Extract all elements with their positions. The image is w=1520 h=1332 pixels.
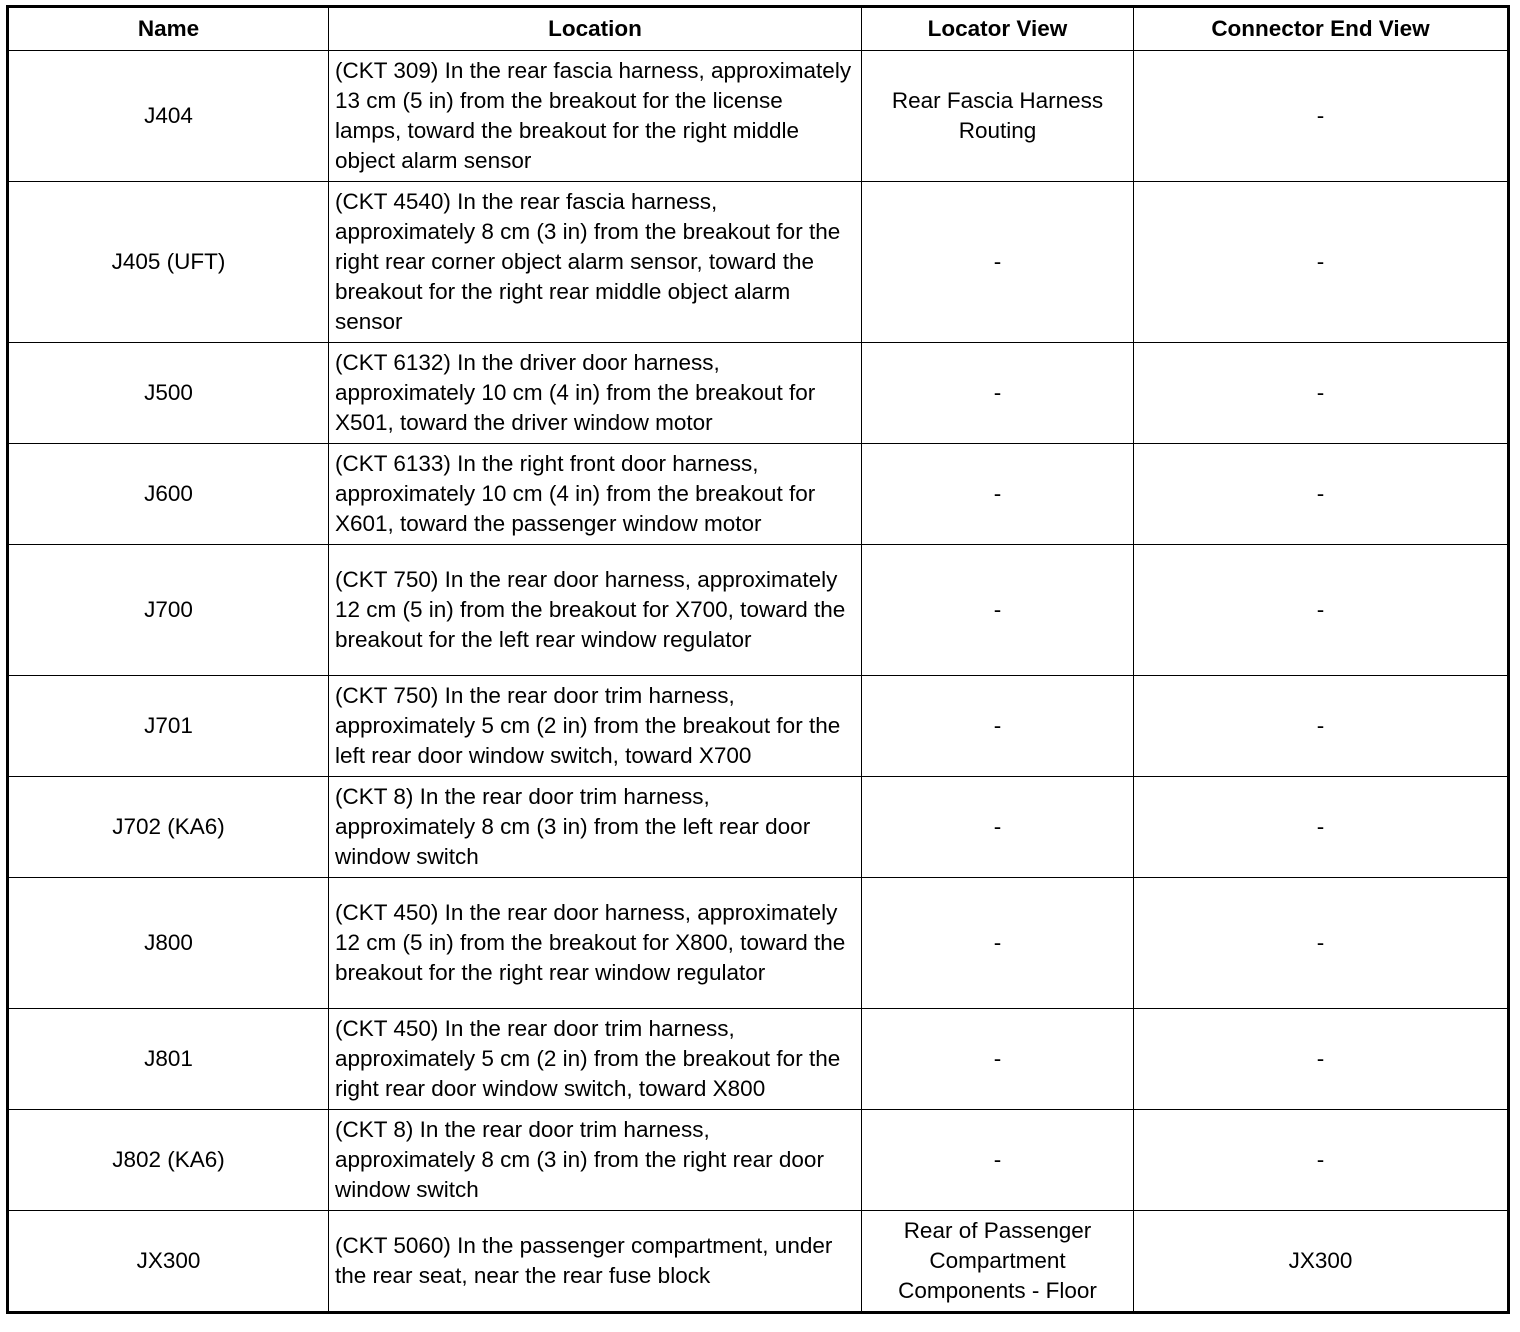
- table-row: [8, 676, 1509, 777]
- table-row: [8, 51, 1509, 182]
- cell-location: (CKT 5060) In the passenger compartment, under the rear seat, near the rear fuse block: [329, 1211, 862, 1313]
- header-locator-view: Locator View: [862, 7, 1134, 51]
- cell-connector-end-view: -: [1134, 878, 1509, 1009]
- table-row: [8, 1211, 1509, 1313]
- table-row: [8, 343, 1509, 444]
- cell-name: J702 (KA6): [8, 777, 329, 878]
- cell-name: J802 (KA6): [8, 1110, 329, 1211]
- table-row: [8, 1009, 1509, 1110]
- cell-name: J600: [8, 444, 329, 545]
- cell-location: (CKT 6132) In the driver door harness, approximately 10 cm (4 in) from the breakout for X501, toward the driver window motor: [329, 343, 862, 444]
- cell-locator-view: -: [862, 777, 1134, 878]
- cell-locator-view: -: [862, 878, 1134, 1009]
- cell-location: (CKT 750) In the rear door trim harness, approximately 5 cm (2 in) from the breakout for the left rear door window switch, toward X700: [329, 676, 862, 777]
- cell-connector-end-view: -: [1134, 51, 1509, 182]
- cell-connector-end-view: -: [1134, 777, 1509, 878]
- cell-location: (CKT 750) In the rear door harness, approximately 12 cm (5 in) from the breakout for X700, toward the breakout for the left rear window regulator: [329, 545, 862, 676]
- cell-name: J500: [8, 343, 329, 444]
- cell-connector-end-view: -: [1134, 343, 1509, 444]
- cell-connector-end-view: JX300: [1134, 1211, 1509, 1313]
- cell-name: J800: [8, 878, 329, 1009]
- header-name: Name: [8, 7, 329, 51]
- table-row: [8, 777, 1509, 878]
- cell-locator-view: -: [862, 444, 1134, 545]
- cell-name: J404: [8, 51, 329, 182]
- header-location: Location: [329, 7, 862, 51]
- table-row: [8, 545, 1509, 676]
- cell-location: (CKT 8) In the rear door trim harness, approximately 8 cm (3 in) from the right rear door window switch: [329, 1110, 862, 1211]
- cell-connector-end-view: -: [1134, 1110, 1509, 1211]
- cell-connector-end-view: -: [1134, 1009, 1509, 1110]
- cell-locator-view: -: [862, 545, 1134, 676]
- cell-locator-view: -: [862, 182, 1134, 343]
- cell-locator-view: Rear of Passenger Compartment Components - Floor: [862, 1211, 1134, 1313]
- cell-name: J405 (UFT): [8, 182, 329, 343]
- cell-locator-view: Rear Fascia Harness Routing: [862, 51, 1134, 182]
- cell-name: JX300: [8, 1211, 329, 1313]
- cell-location: (CKT 450) In the rear door trim harness, approximately 5 cm (2 in) from the breakout for the right rear door window switch, toward X800: [329, 1009, 862, 1110]
- cell-location: (CKT 4540) In the rear fascia harness, approximately 8 cm (3 in) from the breakout for the right rear corner object alarm sensor, toward the breakout for the right rear middle object alarm sensor: [329, 182, 862, 343]
- cell-locator-view: -: [862, 1110, 1134, 1211]
- cell-location: (CKT 8) In the rear door trim harness, approximately 8 cm (3 in) from the left rear door window switch: [329, 777, 862, 878]
- cell-location: (CKT 309) In the rear fascia harness, approximately 13 cm (5 in) from the breakout for the license lamps, toward the breakout for the right middle object alarm sensor: [329, 51, 862, 182]
- cell-name: J801: [8, 1009, 329, 1110]
- table-row: [8, 444, 1509, 545]
- cell-location: (CKT 6133) In the right front door harness, approximately 10 cm (4 in) from the breakout for X601, toward the passenger window motor: [329, 444, 862, 545]
- cell-connector-end-view: -: [1134, 545, 1509, 676]
- cell-connector-end-view: -: [1134, 182, 1509, 343]
- table-row: [8, 878, 1509, 1009]
- cell-connector-end-view: -: [1134, 676, 1509, 777]
- cell-name: J701: [8, 676, 329, 777]
- splice-location-table: [6, 5, 1510, 1314]
- cell-connector-end-view: -: [1134, 444, 1509, 545]
- table-row: [8, 1110, 1509, 1211]
- cell-locator-view: -: [862, 343, 1134, 444]
- cell-name: J700: [8, 545, 329, 676]
- cell-location: (CKT 450) In the rear door harness, approximately 12 cm (5 in) from the breakout for X800, toward the breakout for the right rear window regulator: [329, 878, 862, 1009]
- cell-locator-view: -: [862, 1009, 1134, 1110]
- table-row: [8, 182, 1509, 343]
- header-connector-end-view: Connector End View: [1134, 7, 1509, 51]
- cell-locator-view: -: [862, 676, 1134, 777]
- table-header-row: [8, 7, 1509, 51]
